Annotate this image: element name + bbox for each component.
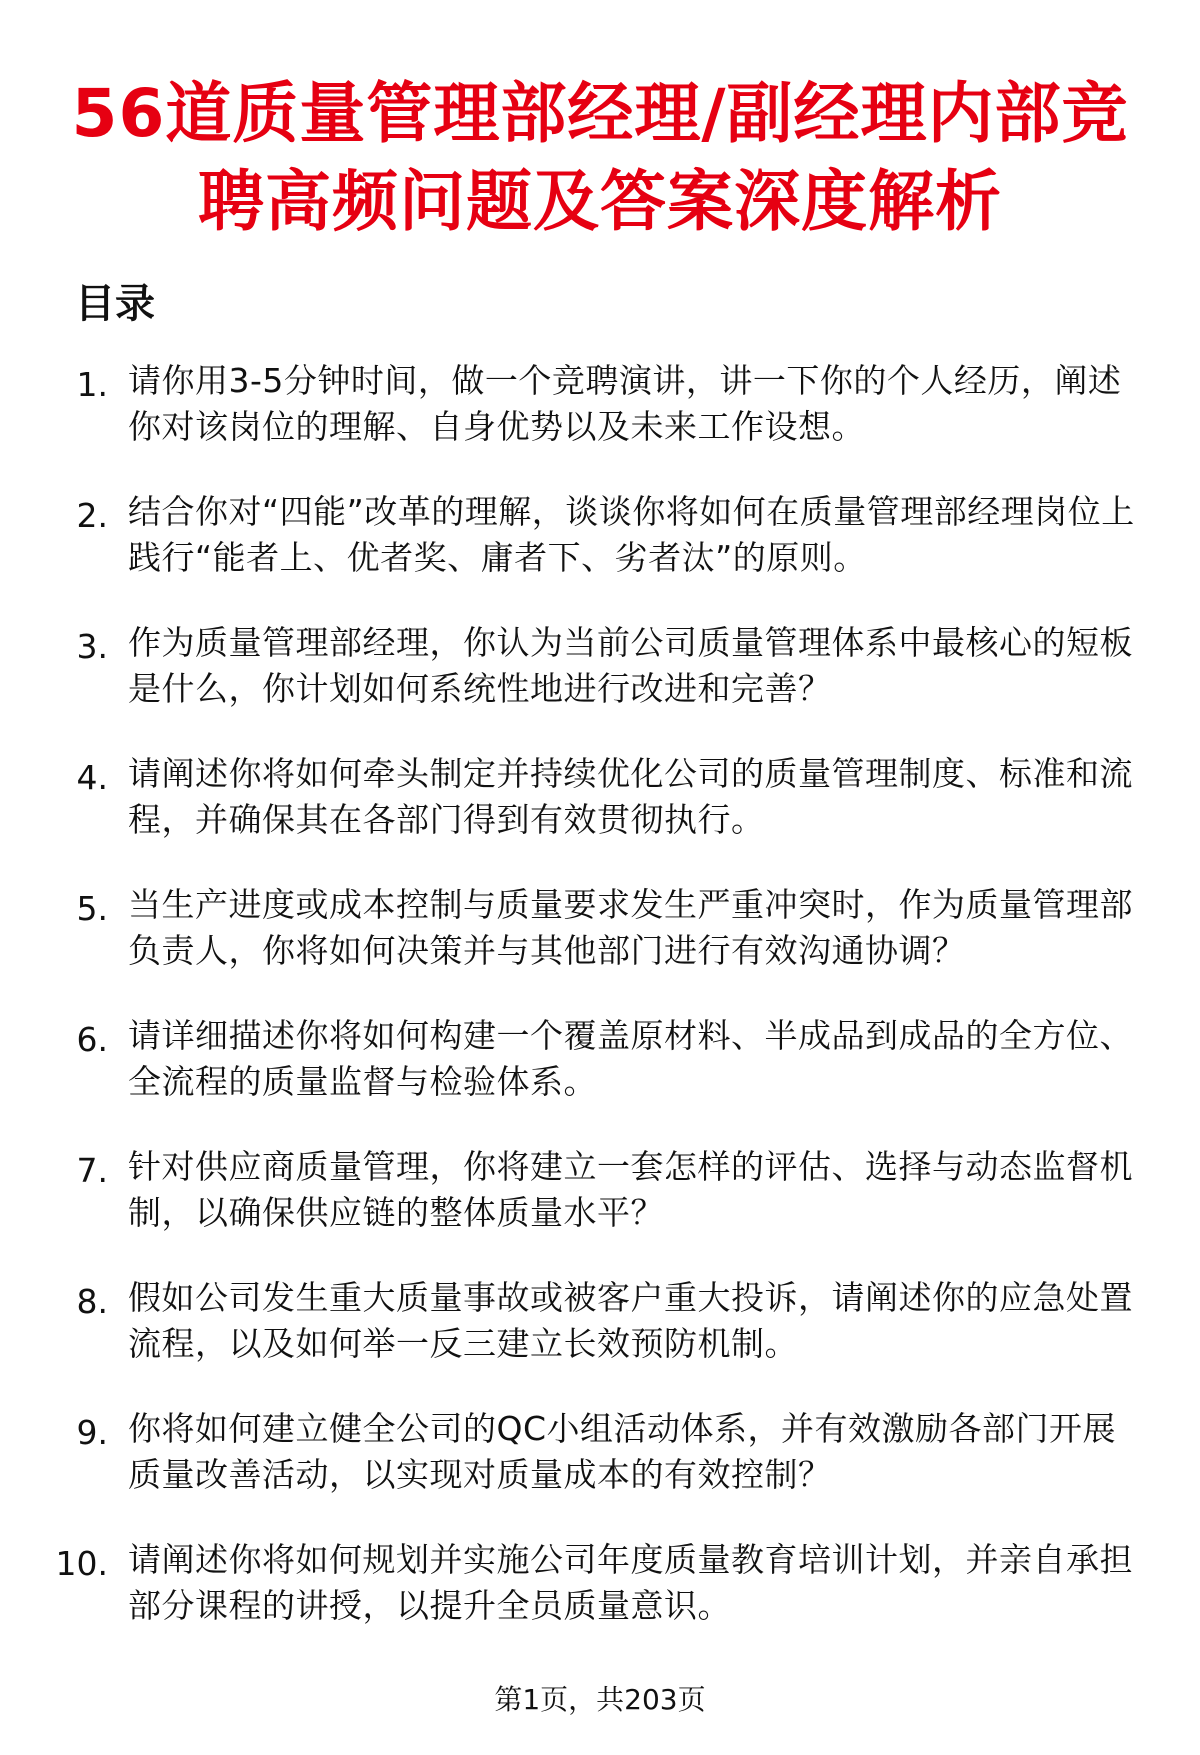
toc-item-text: 假如公司发生重大质量事故或被客户重大投诉，请阐述你的应急处置流程，以及如何举一反三建立长效预防机制。: [128, 1278, 1133, 1363]
page-number: 第1页，共203页: [494, 1683, 706, 1716]
toc-item-text: 请阐述你将如何规划并实施公司年度质量教育培训计划，并亲自承担部分课程的讲授，以提升全员质量意识。: [128, 1540, 1133, 1625]
toc-item: [0, 1406, 1200, 1537]
toc-item: [0, 751, 1200, 882]
toc-item: [0, 1275, 1200, 1406]
toc-item-text: 作为质量管理部经理，你认为当前公司质量管理体系中最核心的短板是什么，你计划如何系统性地进行改进和完善？: [128, 623, 1133, 708]
toc-item: [0, 1537, 1200, 1668]
toc-item-number: 5.: [76, 889, 108, 928]
document-title-line-1: 56道质量管理部经理/副经理内部竞: [71, 75, 1129, 152]
toc-item-number: 4.: [76, 758, 108, 797]
toc-list: [0, 358, 1200, 1668]
toc-item-text: 当生产进度或成本控制与质量要求发生严重冲突时，作为质量管理部负责人，你将如何决策并与其他部门进行有效沟通协调？: [128, 885, 1133, 970]
toc-item-number: 9.: [76, 1413, 108, 1452]
toc-item-text: 你将如何建立健全公司的QC小组活动体系，并有效激励各部门开展质量改善活动，以实现对质量成本的有效控制？: [128, 1409, 1117, 1494]
toc-item: [0, 620, 1200, 751]
toc-item-text: 请你用3-5分钟时间，做一个竞聘演讲，讲一下你的个人经历，阐述你对该岗位的理解、自身优势以及未来工作设想。: [128, 361, 1122, 446]
toc-item-number: 6.: [76, 1020, 108, 1059]
toc-item-text: 请阐述你将如何牵头制定并持续优化公司的质量管理制度、标准和流程，并确保其在各部门得到有效贯彻执行。: [128, 754, 1133, 839]
toc-item-number: 2.: [76, 496, 108, 535]
toc-item-number: 10.: [55, 1544, 108, 1583]
toc-item-number: 1.: [76, 365, 108, 404]
toc-item: [0, 1013, 1200, 1144]
toc-item-text: 针对供应商质量管理，你将建立一套怎样的评估、选择与动态监督机制，以确保供应链的整体质量水平？: [128, 1147, 1133, 1232]
toc-item-number: 7.: [76, 1151, 108, 1190]
toc-item: [0, 358, 1200, 489]
toc-item: [0, 1144, 1200, 1275]
toc-item-number: 8.: [76, 1282, 108, 1321]
toc-item-number: 3.: [76, 627, 108, 666]
toc-item-text: 结合你对“四能”改革的理解，谈谈你将如何在质量管理部经理岗位上践行“能者上、优者奖、庸者下、劣者汰”的原则。: [128, 492, 1135, 577]
toc-heading: 目录: [75, 281, 155, 327]
document-title-line-2: 聘高频问题及答案深度解析: [198, 163, 1002, 240]
document-title: [60, 70, 1140, 246]
toc-item-text: 请详细描述你将如何构建一个覆盖原材料、半成品到成品的全方位、全流程的质量监督与检验体系。: [128, 1016, 1133, 1101]
toc-item: [0, 489, 1200, 620]
toc-item: [0, 882, 1200, 1013]
